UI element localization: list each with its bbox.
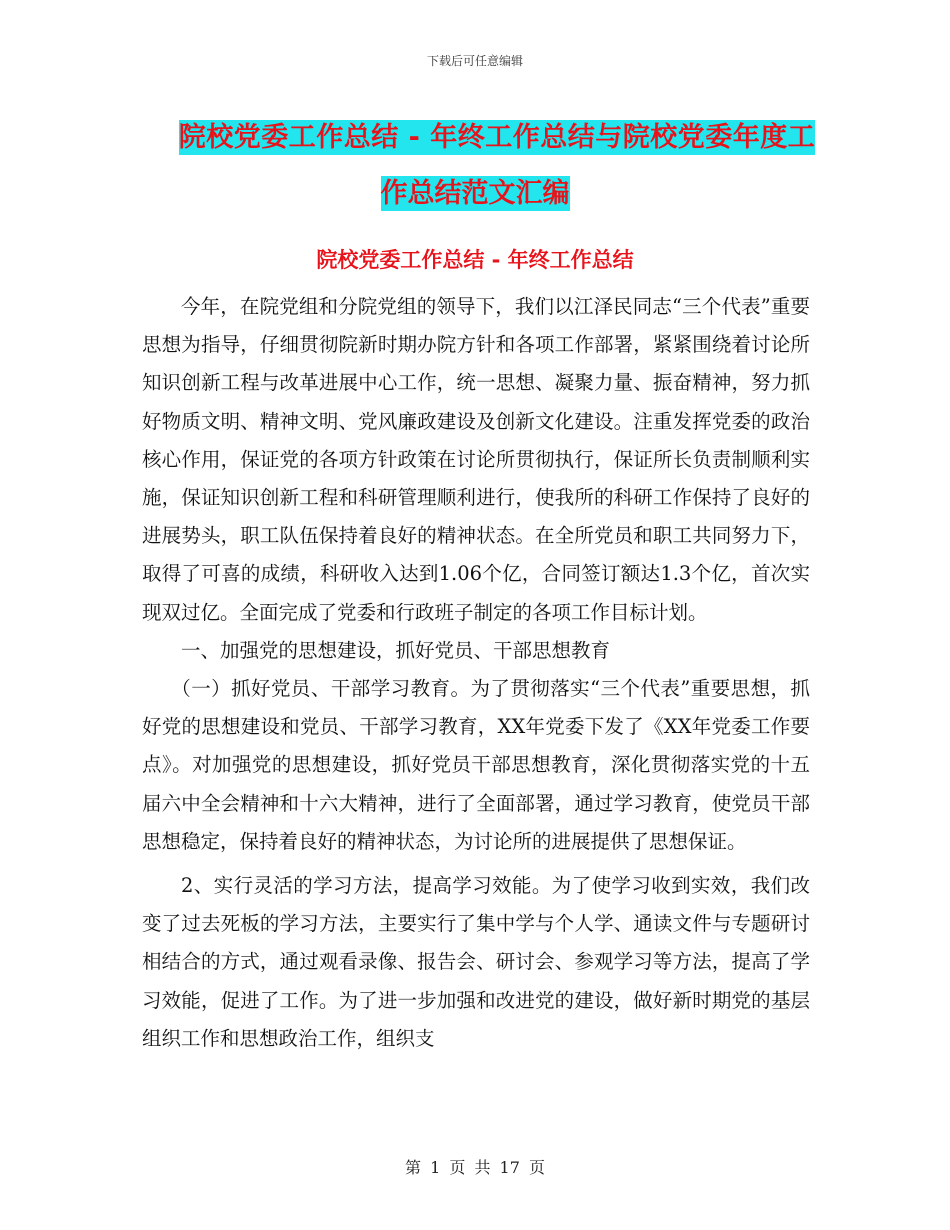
document-title-line-1 xyxy=(44,110,950,166)
title-highlight-1: 院校党委工作总结 - 年终工作总结与院校党委年度工 xyxy=(178,122,816,153)
document-title-line-2 xyxy=(0,166,950,222)
paragraph-item-two: 2、实行灵活的学习方法，提高学习效能。为了使学习收到实效，我们改变了过去死板的学习方法，主要实行了集中学与个人学、通读文件与专题研讨相结合的方式，通过观看录像、报告会、研讨会、参观学习等方法，提高了学习效能，促进了工作。为了进一步加强和改进党的建设，做好新时期党的基层组织工作和思想政治工作，组织支 xyxy=(142,874,810,1050)
paragraph-item-one: （一）抓好党员、干部学习教育。为了贯彻落实“三个代表”重要思想，抓好党的思想建设和党员、干部学习教育，XX年党委下发了《XX年党委工作要点》。对加强党的思想建设，抓好党员干部思想教育，深化贯彻落实党的十五届六中全会精神和十六大精神，进行了全面部署，通过学习教育，使党员干部思想稳定，保持着良好的精神状态，为讨论所的进展提供了思想保证。 xyxy=(142,677,810,853)
title-highlight-2: 作总结范文汇编 xyxy=(380,178,570,209)
paragraph-intro: 今年，在院党组和分院党组的领导下，我们以江泽民同志“三个代表”重要思想为指导，仔细贯彻院新时期办院方针和各项工作部署，紧紧围绕着讨论所知识创新工程与改革进展中心工作，统一思想、凝聚力量、振奋精神，努力抓好物质文明、精神文明、党风廉政建设及创新文化建设。注重发挥党委的政治核心作用，保证党的各项方针政策在讨论所贯彻执行，保证所长负责制顺利实施，保证知识创新工程和科研管理顺利进行，使我所的科研工作保持了良好的进展势头，职工队伍保持着良好的精神状态。在全所党员和职工共同努力下，取得了可喜的成绩，科研收入达到1.06个亿，合同签订额达1.3个亿，首次实现双过亿。全面完成了党委和行政班子制定的各项工作目标计划。 xyxy=(142,295,810,624)
page-footer: 第 1 页 共 17 页 xyxy=(405,1158,545,1177)
section-title: 院校党委工作总结 - 年终工作总结 xyxy=(316,248,634,272)
body-text xyxy=(142,288,810,1058)
document-title xyxy=(0,110,950,222)
paragraph-heading-one: 一、加强党的思想建设，抓好党员、干部思想教育 xyxy=(181,638,611,662)
page-header: 下载后可任意编辑 xyxy=(426,54,523,68)
